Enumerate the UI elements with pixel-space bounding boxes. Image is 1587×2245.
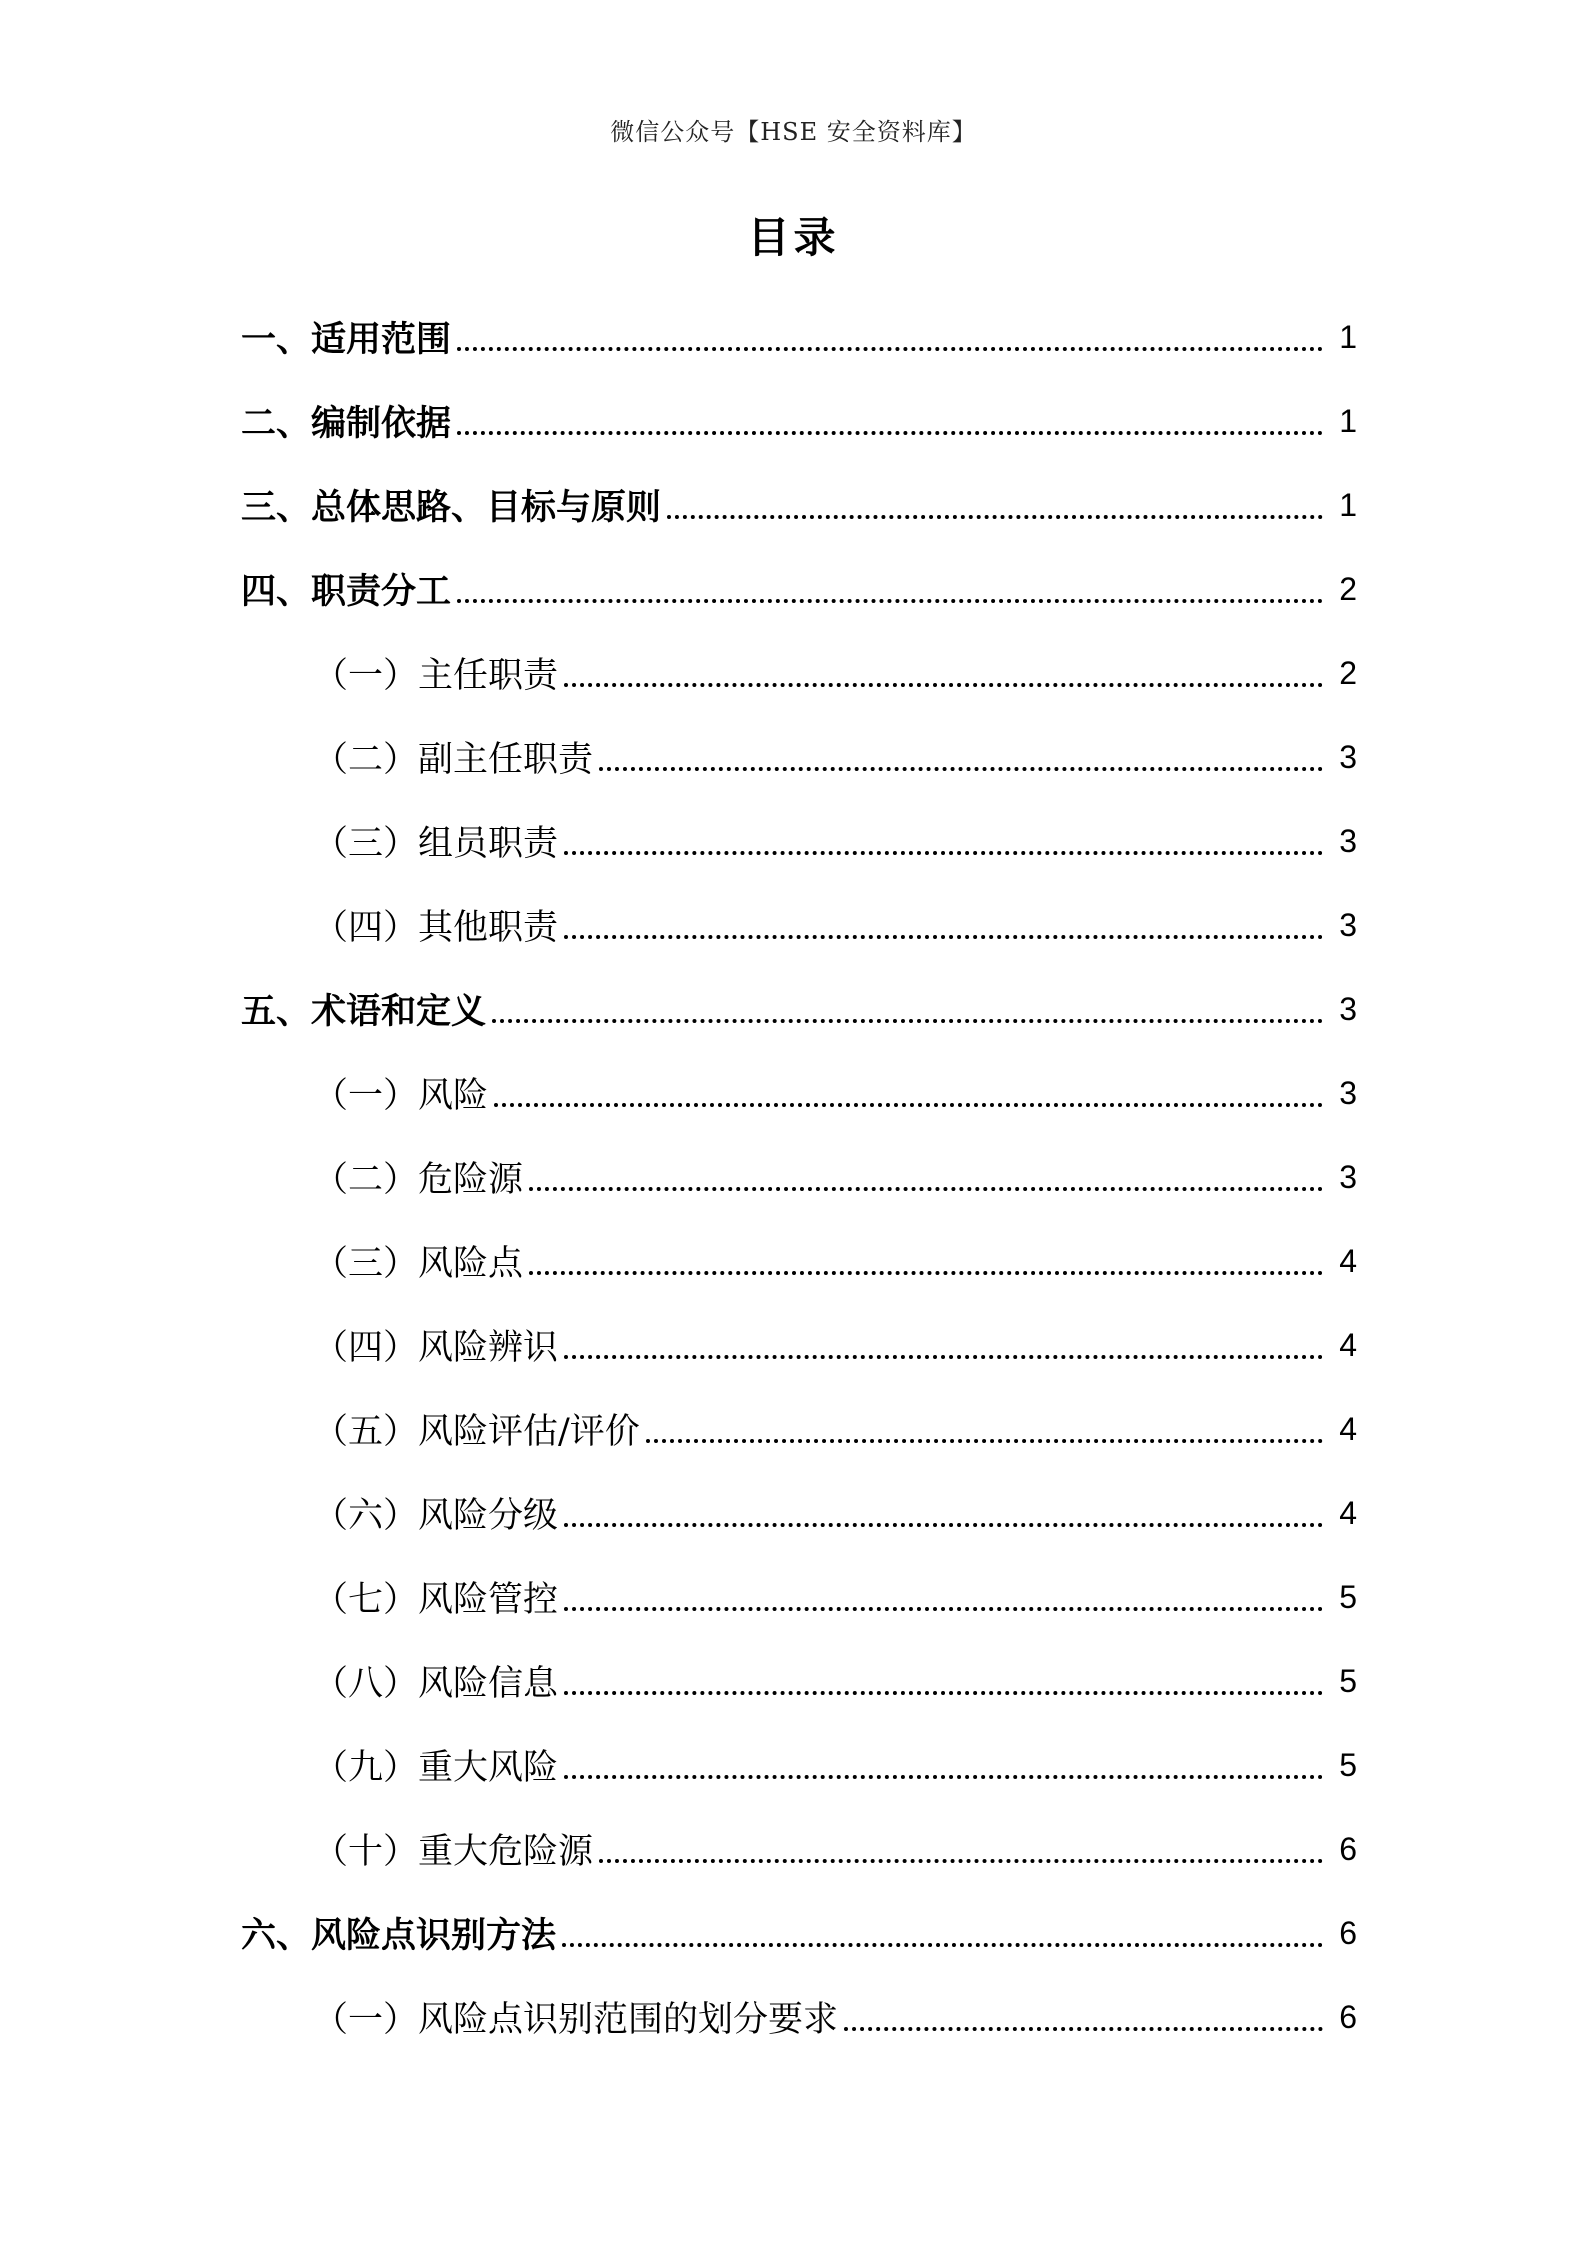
toc-entry-label: 三、总体思路、目标与原则 <box>241 488 662 528</box>
toc-entry[interactable] <box>241 1051 1357 1135</box>
dot-leader <box>564 851 1323 855</box>
toc-entry[interactable] <box>241 1975 1357 2059</box>
toc-entry-label: （一）风险 <box>313 1076 489 1116</box>
toc-entry[interactable] <box>241 295 1357 379</box>
dot-leader <box>667 515 1323 519</box>
toc-entry[interactable] <box>241 715 1357 799</box>
toc-entry-label: （六）风险分级 <box>313 1496 559 1536</box>
toc-entry-label: （三）风险点 <box>313 1244 524 1284</box>
toc-entry-page-number: 5 <box>1339 1746 1357 1783</box>
toc-entry[interactable] <box>241 379 1357 463</box>
toc-entry-label: 五、术语和定义 <box>241 992 487 1032</box>
toc-entry-label: （十）重大危险源 <box>313 1832 594 1872</box>
toc-entry-label: 四、职责分工 <box>241 572 452 612</box>
toc-entry-label: （八）风险信息 <box>313 1664 559 1704</box>
dot-leader <box>492 1019 1323 1023</box>
dot-leader <box>564 1607 1323 1611</box>
toc-entry-label: （四）风险辨识 <box>313 1328 559 1368</box>
toc-entry[interactable] <box>241 631 1357 715</box>
toc-entry-page-number: 3 <box>1339 822 1357 859</box>
dot-leader <box>457 347 1323 351</box>
toc-entry-label: （一）风险点识别范围的划分要求 <box>313 2000 839 2040</box>
toc-entry-label: （五）风险评估/评价 <box>313 1412 640 1452</box>
toc-entry-label: 二、编制依据 <box>241 404 452 444</box>
toc-entry[interactable] <box>241 1807 1357 1891</box>
toc-entry-page-number: 3 <box>1339 1074 1357 1111</box>
toc-entry-label: 六、风险点识别方法 <box>241 1916 557 1956</box>
dot-leader <box>562 1943 1323 1947</box>
toc-entry-page-number: 4 <box>1339 1242 1357 1279</box>
toc-entry-page-number: 1 <box>1339 486 1357 523</box>
toc-entry[interactable] <box>241 463 1357 547</box>
toc-entry-page-number: 4 <box>1339 1494 1357 1531</box>
toc-entry-page-number: 3 <box>1339 906 1357 943</box>
dot-leader <box>564 683 1323 687</box>
dot-leader <box>564 1691 1323 1695</box>
toc-entry-label: （三）组员职责 <box>313 824 559 864</box>
dot-leader <box>599 767 1323 771</box>
toc-entry-label: （二）副主任职责 <box>313 740 594 780</box>
toc-entry-page-number: 5 <box>1339 1578 1357 1615</box>
toc-entry-page-number: 5 <box>1339 1662 1357 1699</box>
dot-leader <box>564 1523 1323 1527</box>
toc-entry-label: 一、适用范围 <box>241 320 452 360</box>
toc-entry-page-number: 1 <box>1339 318 1357 355</box>
toc-entry-label: （九）重大风险 <box>313 1748 559 1788</box>
dot-leader <box>457 431 1323 435</box>
toc-entry[interactable] <box>241 547 1357 631</box>
toc-entry-page-number: 3 <box>1339 990 1357 1027</box>
dot-leader <box>529 1271 1323 1275</box>
page-header: 微信公众号【HSE 安全资料库】 <box>610 118 977 146</box>
table-of-contents <box>241 295 1357 2059</box>
toc-entry-label: （七）风险管控 <box>313 1580 559 1620</box>
toc-entry[interactable] <box>241 1219 1357 1303</box>
toc-entry[interactable] <box>241 883 1357 967</box>
toc-entry-page-number: 6 <box>1339 1830 1357 1867</box>
dot-leader <box>599 1859 1323 1863</box>
dot-leader <box>529 1187 1323 1191</box>
toc-entry-page-number: 3 <box>1339 1158 1357 1195</box>
dot-leader <box>646 1439 1323 1443</box>
toc-entry[interactable] <box>241 1303 1357 1387</box>
toc-entry-label: （一）主任职责 <box>313 656 559 696</box>
toc-entry[interactable] <box>241 1639 1357 1723</box>
toc-entry-page-number: 4 <box>1339 1410 1357 1447</box>
dot-leader <box>564 1355 1323 1359</box>
page-title: 目录 <box>747 213 840 262</box>
toc-entry[interactable] <box>241 799 1357 883</box>
toc-entry-page-number: 3 <box>1339 738 1357 775</box>
toc-entry-page-number: 1 <box>1339 402 1357 439</box>
dot-leader <box>564 1775 1323 1779</box>
dot-leader <box>564 935 1323 939</box>
toc-entry-page-number: 2 <box>1339 570 1357 607</box>
toc-entry[interactable] <box>241 1555 1357 1639</box>
toc-entry[interactable] <box>241 1387 1357 1471</box>
toc-entry-page-number: 6 <box>1339 1998 1357 2035</box>
dot-leader <box>457 599 1323 603</box>
toc-entry[interactable] <box>241 1723 1357 1807</box>
toc-entry-page-number: 2 <box>1339 654 1357 691</box>
toc-entry[interactable] <box>241 1135 1357 1219</box>
toc-entry-page-number: 6 <box>1339 1914 1357 1951</box>
dot-leader <box>494 1103 1323 1107</box>
toc-entry-label: （四）其他职责 <box>313 908 559 948</box>
toc-entry[interactable] <box>241 1891 1357 1975</box>
toc-entry-label: （二）危险源 <box>313 1160 524 1200</box>
toc-entry-page-number: 4 <box>1339 1326 1357 1363</box>
dot-leader <box>844 2027 1323 2031</box>
toc-entry[interactable] <box>241 1471 1357 1555</box>
toc-entry[interactable] <box>241 967 1357 1051</box>
